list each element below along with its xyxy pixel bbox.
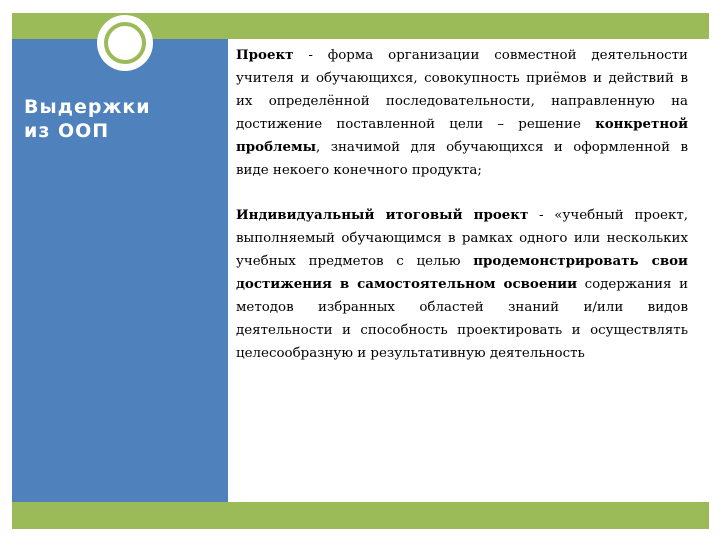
term-individual-project: Индивидуальный итоговый проект (236, 207, 529, 223)
bottom-accent-bar (12, 502, 709, 529)
definition-individual-text-c: содержания и методов избранных областей знаний и/или видов деятельности и способность проектировать и осуществлять целесообразную и результативную деятельность (236, 277, 688, 361)
definition-project-emphasis: конкретной проблемы (236, 116, 688, 155)
definition-individual-text-a: - «учебный проект, выполняемый обучающимся в рамках одного или нескольких учебных предметов с целью (236, 208, 688, 269)
slide-title-line-1: Выдержки (24, 96, 151, 118)
definition-individual-project (236, 204, 688, 365)
term-project: Проект (236, 47, 294, 63)
definition-project-text-a: - форма организации совместной деятельности учителя и обучающихся, совокупность приёмов и действий в их определённой последовательности, направленную на достижение поставленной цели – решение (236, 48, 688, 132)
definition-individual-emphasis: продемонстрировать свои достижения в самостоятельном освоении (236, 253, 688, 292)
slide-title-line-2: из ООП (24, 120, 110, 142)
slide-title (24, 95, 214, 143)
definition-project (236, 44, 688, 182)
ring-inner-circle (104, 22, 146, 64)
definition-project-text-c: , значимой для обучающихся и оформленной в виде некоего конечного продукта; (236, 140, 688, 178)
content-area (236, 44, 688, 365)
